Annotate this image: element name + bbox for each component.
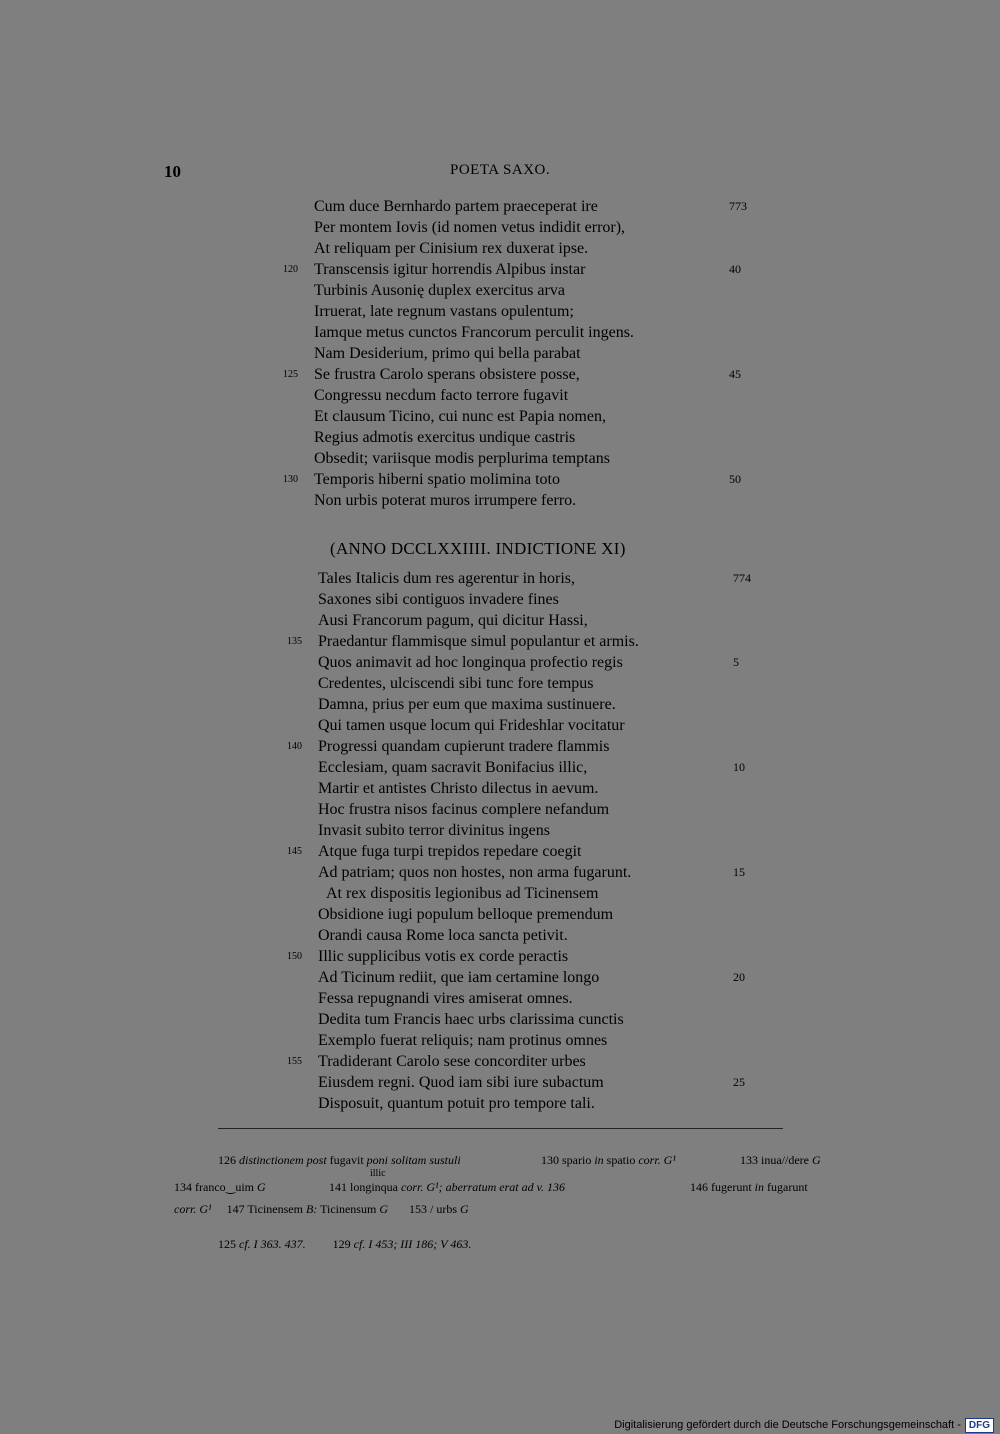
verse-line — [0, 904, 1000, 925]
verse-line — [0, 946, 1000, 967]
verse-text: Congressu necdum facto terrore fugavit — [314, 387, 569, 404]
verse-text: Qui tamen usque locum qui Frideshlar vocitatur — [318, 717, 625, 734]
verse-line — [0, 799, 1000, 820]
verse-line — [0, 1093, 1000, 1114]
verse-text: Tales Italicis dum res agerentur in horis, — [318, 570, 576, 587]
verse-text: Transcensis igitur horrendis Alpibus instar — [314, 261, 586, 278]
verse-line — [0, 322, 1000, 343]
verse-line — [0, 610, 1000, 631]
verse-text: Orandi causa Rome loca sancta petivit. — [318, 927, 568, 944]
verse-line — [0, 196, 1000, 217]
verse-text: Quos animavit ad hoc longinqua profectio regis — [318, 654, 623, 671]
note-133-g: G — [811, 1153, 821, 1167]
note-134-sep: ‿ — [225, 1180, 236, 1194]
apparatus-146 — [690, 1180, 808, 1195]
note-147: 147 Ticinensem — [226, 1202, 303, 1216]
note-147-g: G — [379, 1202, 388, 1216]
apparatus-130 — [541, 1153, 676, 1168]
line-number: 140 — [287, 741, 302, 752]
verse-text: Eiusdem regni. Quod iam sibi iure subactum — [318, 1074, 604, 1091]
verse-text: Praedantur flammisque simul populantur et armis. — [318, 633, 639, 650]
apparatus-133 — [740, 1153, 821, 1168]
verse-line — [0, 238, 1000, 259]
footer-credit: Digitalisierung gefördert durch die Deutsche Forschungsgemeinschaft - — [614, 1419, 961, 1431]
verse-line — [0, 925, 1000, 946]
verse-text: Dedita tum Francis haec urbs clarissima cunctis — [318, 1011, 624, 1028]
apparatus-141 — [329, 1180, 565, 1195]
verse-line — [0, 1009, 1000, 1030]
margin-number: 10 — [733, 760, 745, 774]
note-153-g: G — [459, 1202, 469, 1216]
verse-text: Iamque metus cunctos Francorum perculit ingens. — [314, 324, 634, 341]
apparatus-line-2 — [174, 1180, 266, 1195]
verse-line — [0, 841, 1000, 862]
verse-text: Tradiderant Carolo sese concorditer urbes — [318, 1053, 586, 1070]
verse-line — [0, 1072, 1000, 1093]
verse-text: Disposuit, quantum potuit pro tempore tali. — [318, 1095, 595, 1112]
ref-125: 125 — [218, 1237, 236, 1251]
verse-line — [0, 631, 1000, 652]
verse-text: Damna, prius per eum que maxima sustinuere. — [318, 696, 616, 713]
verse-line — [0, 385, 1000, 406]
verse-line — [0, 694, 1000, 715]
verse-text: Ausi Francorum pagum, qui dicitur Hassi, — [318, 612, 588, 629]
verse-line — [0, 820, 1000, 841]
apparatus-illic: illic — [370, 1168, 386, 1179]
apparatus-line-1 — [218, 1153, 461, 1168]
verse-text: Obsedit; variisque modis perplurima temptans — [314, 450, 610, 467]
verse-line — [0, 568, 1000, 589]
verse-line — [0, 448, 1000, 469]
verse-line — [0, 988, 1000, 1009]
verse-line — [0, 364, 1000, 385]
verse-text: Fessa repugnandi vires amiserat omnes. — [318, 990, 573, 1007]
margin-number: 20 — [733, 970, 745, 984]
verse-text: Ecclesiam, quam sacravit Bonifacius illic, — [318, 759, 588, 776]
margin-number: 40 — [729, 262, 741, 276]
verse-text: Cum duce Bernhardo partem praeceperat ire — [314, 198, 598, 215]
verse-line — [0, 1030, 1000, 1051]
margin-number: 25 — [733, 1075, 745, 1089]
margin-number: 773 — [729, 199, 747, 213]
verse-text: Turbinis Ausonię duplex exercitus arva — [314, 282, 565, 299]
line-number: 120 — [283, 264, 298, 275]
margin-number: 15 — [733, 865, 745, 879]
verse-text: Invasit subito terror divinitus ingens — [318, 822, 550, 839]
verse-text: Et clausum Ticino, cui nunc est Papia nomen, — [314, 408, 606, 425]
note-130-b: spatio — [606, 1153, 636, 1167]
verse-text: Per montem Iovis (id nomen vetus indidit error), — [314, 219, 626, 236]
line-number: 145 — [287, 846, 302, 857]
note-134-g: G — [256, 1180, 266, 1194]
verse-line — [0, 469, 1000, 490]
verse-text: Credentes, ulciscendi sibi tunc fore tempus — [318, 675, 594, 692]
running-title: POETA SAXO. — [450, 162, 551, 178]
verse-text: Temporis hiberni spatio molimina toto — [314, 471, 560, 488]
verse-line — [0, 217, 1000, 238]
verse-line — [0, 757, 1000, 778]
note-146-corr: corr. G¹ — [174, 1202, 212, 1216]
verse-text: At reliquam per Cinisium rex duxerat ipse. — [314, 240, 589, 257]
verse-line — [0, 301, 1000, 322]
verse-text: Hoc frustra nisos facinus complere nefandum — [318, 801, 610, 818]
verse-line — [0, 427, 1000, 448]
verse-text: Martir et antistes Christo dilectus in aevum. — [318, 780, 599, 797]
ref-129-text: cf. I 453; III 186; V 463. — [353, 1237, 472, 1251]
dfg-logo: DFG — [965, 1418, 994, 1433]
verse-text: At rex dispositis legionibus ad Ticinensem — [318, 885, 599, 902]
verse-line — [0, 280, 1000, 301]
section-heading: (ANNO DCCLXXIIII. INDICTIONE XI) — [330, 539, 626, 558]
verse-text: Regius admotis exercitus undique castris — [314, 429, 576, 446]
verse-line — [0, 862, 1000, 883]
verse-text: Ad Ticinum rediit, que iam certamine longo — [318, 969, 600, 986]
verse-line — [0, 967, 1000, 988]
verse-text: Exemplo fuerat reliquis; nam protinus omnes — [318, 1032, 608, 1049]
verse-line — [0, 259, 1000, 280]
ref-125-text: cf. I 363. 437. — [239, 1237, 306, 1251]
verse-block-1 — [0, 196, 1000, 511]
line-number: 135 — [287, 636, 302, 647]
line-number: 125 — [283, 369, 298, 380]
verse-line — [0, 652, 1000, 673]
verse-line — [0, 490, 1000, 511]
verse-line — [0, 589, 1000, 610]
line-number: 130 — [283, 474, 298, 485]
references-line — [218, 1237, 471, 1252]
note-153: 153 / urbs — [408, 1202, 457, 1216]
verse-text: Atque fuga turpi trepidos repedare coegit — [318, 843, 582, 860]
note-126-num: 126 — [218, 1153, 236, 1167]
verse-text: Irruerat, late regnum vastans opulentum; — [314, 303, 574, 320]
page-number: 10 — [164, 162, 181, 181]
note-147-c: Ticinensum — [320, 1202, 377, 1216]
apparatus-rule — [218, 1128, 783, 1129]
verse-text: Progressi quandam cupierunt tradere flammis — [318, 738, 610, 755]
margin-number: 50 — [729, 472, 741, 486]
verse-line — [0, 343, 1000, 364]
verse-text: Obsidione iugi populum belloque premendum — [318, 906, 614, 923]
note-146-b: fugarunt — [767, 1180, 808, 1194]
note-146-in: in — [754, 1180, 764, 1194]
note-126-a: distinctionem post — [239, 1153, 327, 1167]
note-141: 141 longinqua — [329, 1180, 398, 1194]
note-126-b: fugavit — [329, 1153, 364, 1167]
note-130-in: in — [594, 1153, 604, 1167]
footer-bar — [614, 1416, 1000, 1434]
ref-129: 129 — [332, 1237, 351, 1251]
note-130-a: 130 spario — [541, 1153, 592, 1167]
note-126-c: poni solitam sustuli — [366, 1153, 461, 1167]
verse-text: Nam Desiderium, primo qui bella parabat — [314, 345, 581, 362]
note-134: 134 franco — [174, 1180, 226, 1194]
note-133: 133 inua//dere — [740, 1153, 809, 1167]
note-141-corr: corr. G¹; aberratum erat ad v. 136 — [401, 1180, 566, 1194]
note-134-b: uim — [235, 1180, 254, 1194]
margin-number: 45 — [729, 367, 741, 381]
margin-number: 5 — [733, 655, 739, 669]
verse-text: Saxones sibi contiguos invadere fines — [318, 591, 559, 608]
line-number: 150 — [287, 951, 302, 962]
apparatus-line-3 — [174, 1202, 469, 1217]
verse-line — [0, 736, 1000, 757]
verse-line — [0, 883, 1000, 904]
verse-line — [0, 406, 1000, 427]
note-147-b: B: — [305, 1202, 318, 1216]
verse-text: Se frustra Carolo sperans obsistere posse, — [314, 366, 580, 383]
verse-block-2 — [0, 568, 1000, 1114]
note-130-corr: corr. G¹ — [638, 1153, 676, 1167]
margin-number: 774 — [733, 571, 751, 585]
verse-text: Ad patriam; quos non hostes, non arma fugarunt. — [318, 864, 632, 881]
note-146: 146 fugerunt — [690, 1180, 752, 1194]
verse-line — [0, 1051, 1000, 1072]
verse-line — [0, 673, 1000, 694]
verse-text: Non urbis poterat muros irrumpere ferro. — [314, 492, 577, 509]
verse-line — [0, 778, 1000, 799]
line-number: 155 — [287, 1056, 302, 1067]
verse-text: Illic supplicibus votis ex corde peractis — [318, 948, 569, 965]
verse-line — [0, 715, 1000, 736]
